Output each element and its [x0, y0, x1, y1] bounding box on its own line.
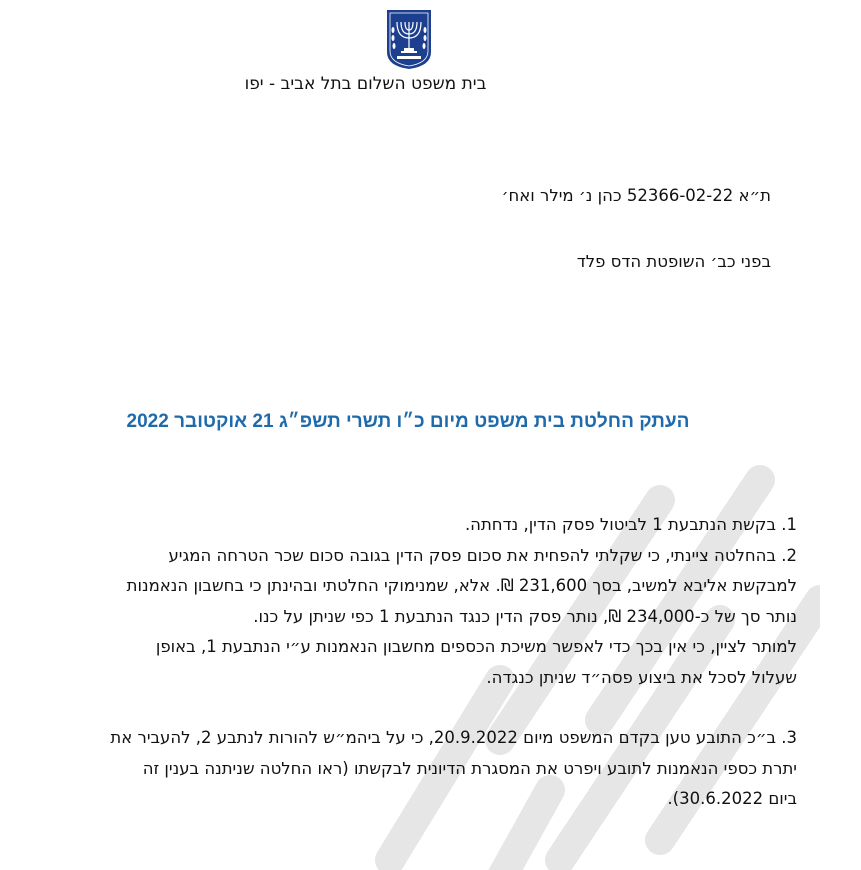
judge-line: בפני כב׳ השופטת הדס פלד	[576, 252, 771, 271]
paragraph-2-line-2: למבקשת אליבא למשיב, בסך 231,600 ₪. אלא, שמנימוקי החלטתי ובהינתן כי בחשבון הנאמנות	[126, 576, 797, 595]
paragraph-3-line-3: ביום 30.6.2022).	[667, 789, 797, 808]
decision-body	[17, 510, 797, 815]
paragraph-2-line-5: שעלול לסכל את ביצוע פסה״ד שניתן כנגדה.	[486, 667, 797, 687]
case-number-line: ת״א 52366-02-22 כהן נ׳ מילר ואח׳	[501, 186, 771, 205]
state-emblem-icon	[383, 8, 435, 70]
paragraph-2-line-3: נותר סך של כ-234,000 ₪, נותר פסק הדין כנגד הנתבעת 1 כפי שניתן על כנו.	[253, 606, 797, 626]
paragraph-2-line-4: למותר לציין, כי אין בכך כדי לאפשר משיכת הכספים מחשבון הנאמנות ע״י הנתבעת 1, באופן	[155, 637, 797, 656]
paragraph-1: 1. בקשת הנתבעת 1 לביטול פסק הדין, נדחתה.	[464, 515, 797, 534]
court-name: בית משפט השלום בתל אביב - יפו	[244, 74, 487, 94]
paragraph-3-line-2: יתרת כספי הנאמנות לתובע ויפרט את המסגרת הדיונית לבקשתו (ראו החלטה שניתנה בענין זה	[142, 758, 797, 778]
document-title: העתק החלטת בית משפט מיום כ״ו תשרי תשפ״ג 21 אוקטובר 2022	[126, 411, 690, 432]
paragraph-2-line-1: 2. בהחלטה ציינתי, כי שקלתי להפחית את סכום פסק הדין בגובה סכום שכר הטרחה המגיע	[168, 545, 797, 565]
paragraph-3-line-1: 3. ב״כ התובע טען בקדם המשפט מיום 20.9.2022, כי על ביהמ״ש להורות לנתבע 2, להעביר את	[110, 728, 797, 747]
